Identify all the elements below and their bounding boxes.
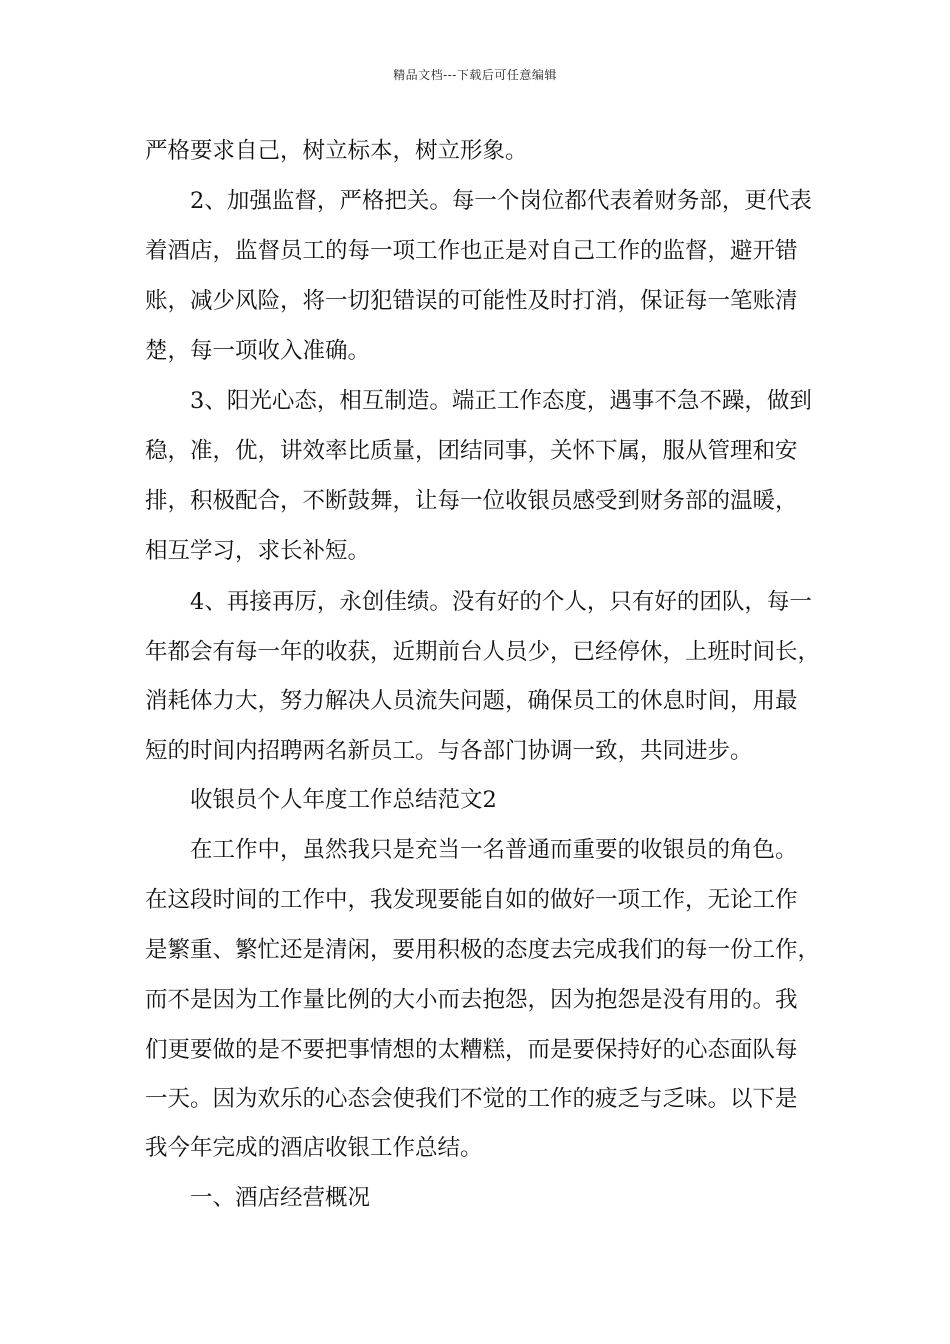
text-line: 3、阳光心态，相互制造。端正工作态度，遇事不急不躁，做到 [190,388,812,414]
page-header: 精品文档---下载后可任意编辑 [393,68,557,82]
text-line: 一天。因为欢乐的心态会使我们不觉的工作的疲乏与乏味。以下是 [145,1086,798,1112]
text-line: 短的时间内招聘两名新员工。与各部门协调一致，共同进步。 [145,738,753,764]
text-line: 们更要做的是不要把事情想的太糟糕，而是要保持好的心态面队每 [145,1037,798,1063]
text-line: 是繁重、繁忙还是清闲，要用积极的态度去完成我们的每一份工作， [145,937,821,963]
text-line: 排，积极配合，不断鼓舞，让每一位收银员感受到财务部的温暖， [145,488,798,514]
section-heading: 收银员个人年度工作总结范文2 [190,787,497,813]
text-line: 稳，准，优，讲效率比质量，团结同事，关怀下属，服从管理和安 [145,438,798,464]
text-line: 消耗体力大，努力解决人员流失问题，确保员工的休息时间，用最 [145,688,798,714]
section-heading: 一、酒店经营概况 [190,1185,371,1211]
text-line: 2、加强监督，严格把关。每一个岗位都代表着财务部，更代表 [190,188,812,214]
text-line: 我今年完成的酒店收银工作总结。 [145,1135,483,1161]
text-line: 年都会有每一年的收获，近期前台人员少，已经停休，上班时间长， [145,639,821,665]
text-line: 在这段时间的工作中，我发现要能自如的做好一项工作，无论工作 [145,887,798,913]
text-line: 相互学习，求长补短。 [145,538,371,564]
text-line: 4、再接再厉，永创佳绩。没有好的个人，只有好的团队，每一 [190,589,812,615]
text-line: 楚，每一项收入准确。 [145,338,371,364]
text-line: 在工作中，虽然我只是充当一名普通而重要的收银员的角色。 [190,837,798,863]
text-line: 着酒店，监督员工的每一项工作也正是对自己工作的监督，避开错 [145,238,798,264]
text-line: 而不是因为工作量比例的大小而去抱怨，因为抱怨是没有用的。我 [145,987,798,1013]
text-line: 账，减少风险，将一切犯错误的可能性及时打消，保证每一笔账清 [145,288,798,314]
text-line: 严格要求自己，树立标本，树立形象。 [145,138,528,164]
